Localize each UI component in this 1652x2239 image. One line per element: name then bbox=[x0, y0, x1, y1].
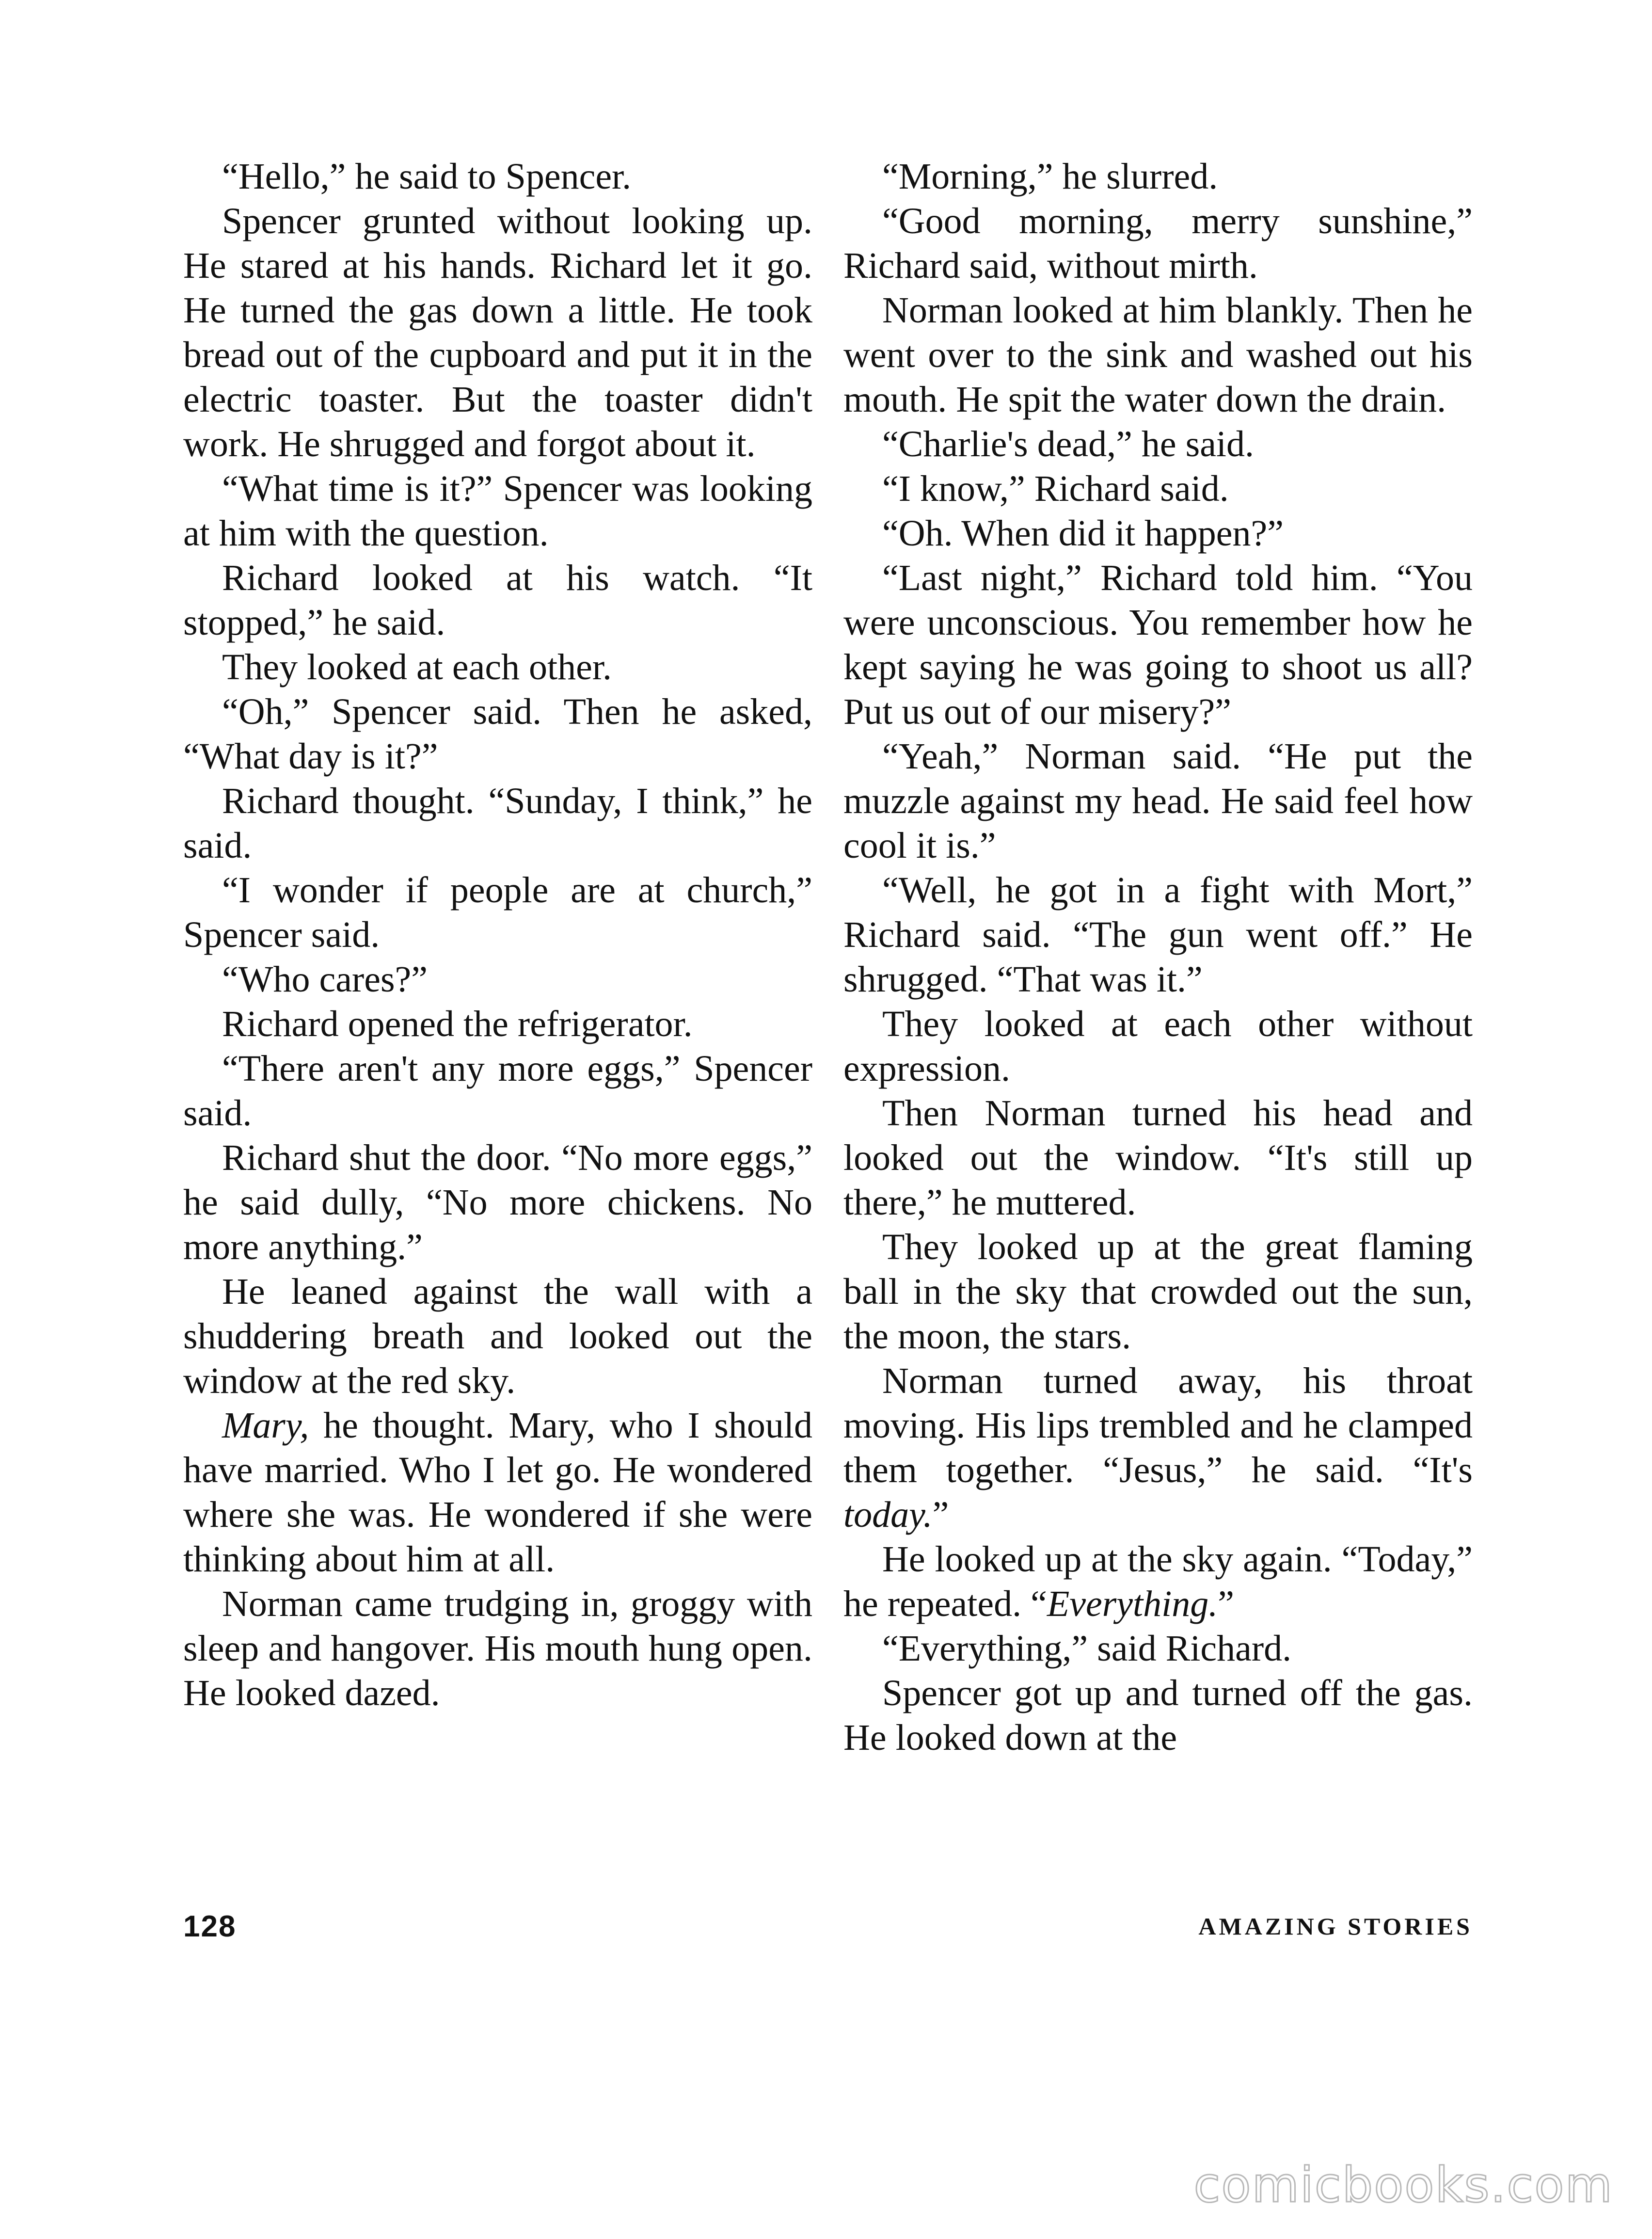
paragraph: “Everything,” said Richard. bbox=[882, 1628, 1292, 1669]
paragraph: Norman came trudging in, groggy with sleep and hangover. His mouth hung open. He looked dazed. bbox=[183, 1583, 812, 1713]
paragraph: Richard thought. “Sunday, I think,” he said. bbox=[183, 781, 812, 866]
paragraph: “Hello,” he said to Spencer. bbox=[222, 156, 632, 197]
left-text-column bbox=[183, 154, 812, 1715]
paragraph bbox=[843, 1537, 1473, 1626]
closing-quote: ” bbox=[1218, 1583, 1234, 1624]
paragraph: Richard looked at his watch. “It stopped,” he said. bbox=[183, 558, 812, 643]
paragraph bbox=[843, 1359, 1473, 1537]
paragraph: Norman looked at him blankly. Then he went over to the sink and washed out his mouth. He spit the water down the drain. bbox=[843, 290, 1473, 420]
paragraph: Spencer grunted without looking up. He stared at his hands. Richard let it go. He turned the gas down a little. He took bread out of the cupboard and put it in the electric toaster. But the toaster didn't work. He shrugged and forgot about it. bbox=[183, 201, 812, 464]
paragraph: “Oh. When did it happen?” bbox=[882, 513, 1284, 554]
italic-emphasis: Everything. bbox=[1047, 1583, 1218, 1624]
paragraph: “Who cares?” bbox=[222, 959, 428, 1000]
paragraph-text: he thought. Mary, who I should have married. Who I let go. He wondered where she was. He wondered if she were thinking about him at all. bbox=[183, 1405, 812, 1580]
right-text-column bbox=[843, 154, 1473, 1760]
closing-quote: ” bbox=[932, 1494, 949, 1535]
paragraph: “I know,” Richard said. bbox=[882, 468, 1229, 509]
paragraph bbox=[183, 1403, 812, 1582]
magazine-title-footer: AMAZING STORIES bbox=[1198, 1913, 1473, 1940]
paragraph: Then Norman turned his head and looked out the window. “It's still up there,” he muttered. bbox=[843, 1093, 1473, 1223]
paragraph: They looked at each other. bbox=[222, 647, 612, 688]
paragraph: “What time is it?” Spencer was looking at him with the question. bbox=[183, 468, 812, 554]
paragraph-text: He looked up at the sky again. “Today,” he repeated. “ bbox=[843, 1539, 1473, 1624]
paragraph: “Last night,” Richard told him. “You were unconscious. You remember how he kept saying he was going to shoot us all? Put us out of our misery?” bbox=[843, 558, 1473, 732]
page-number: 128 bbox=[183, 1910, 237, 1943]
italic-emphasis: today. bbox=[843, 1494, 933, 1535]
paragraph: “Good morning, merry sunshine,” Richard said, without mirth. bbox=[843, 201, 1473, 286]
paragraph: They looked up at the great flaming ball in the sky that crowded out the sun, the moon, the stars. bbox=[843, 1227, 1473, 1357]
paragraph: “Oh,” Spencer said. Then he asked, “What day is it?” bbox=[183, 691, 812, 777]
paragraph-text: Norman turned away, his throat moving. His lips trembled and he clamped them together. “Jesus,” he said. “It's bbox=[843, 1360, 1473, 1490]
paragraph: “Charlie's dead,” he said. bbox=[882, 424, 1255, 464]
site-watermark: comicbooks.com bbox=[1193, 2157, 1613, 2213]
paragraph: “Yeah,” Norman said. “He put the muzzle against my head. He said feel how cool it is.” bbox=[843, 736, 1473, 866]
paragraph: Richard opened the refrigerator. bbox=[222, 1004, 693, 1044]
paragraph: “I wonder if people are at church,” Spencer said. bbox=[183, 870, 812, 955]
paragraph: They looked at each other without expression. bbox=[843, 1004, 1473, 1089]
paragraph: “There aren't any more eggs,” Spencer said. bbox=[183, 1048, 812, 1134]
paragraph: He leaned against the wall with a shuddering breath and looked out the window at the red sky. bbox=[183, 1271, 812, 1401]
paragraph: Richard shut the door. “No more eggs,” he said dully, “No more chickens. No more anything.” bbox=[183, 1137, 812, 1267]
italic-emphasis: Mary, bbox=[222, 1405, 309, 1446]
paragraph: “Well, he got in a fight with Mort,” Richard said. “The gun went off.” He shrugged. “That was it.” bbox=[843, 870, 1473, 1000]
paragraph: Spencer got up and turned off the gas. He looked down at the bbox=[843, 1673, 1473, 1758]
paragraph: “Morning,” he slurred. bbox=[882, 156, 1218, 197]
